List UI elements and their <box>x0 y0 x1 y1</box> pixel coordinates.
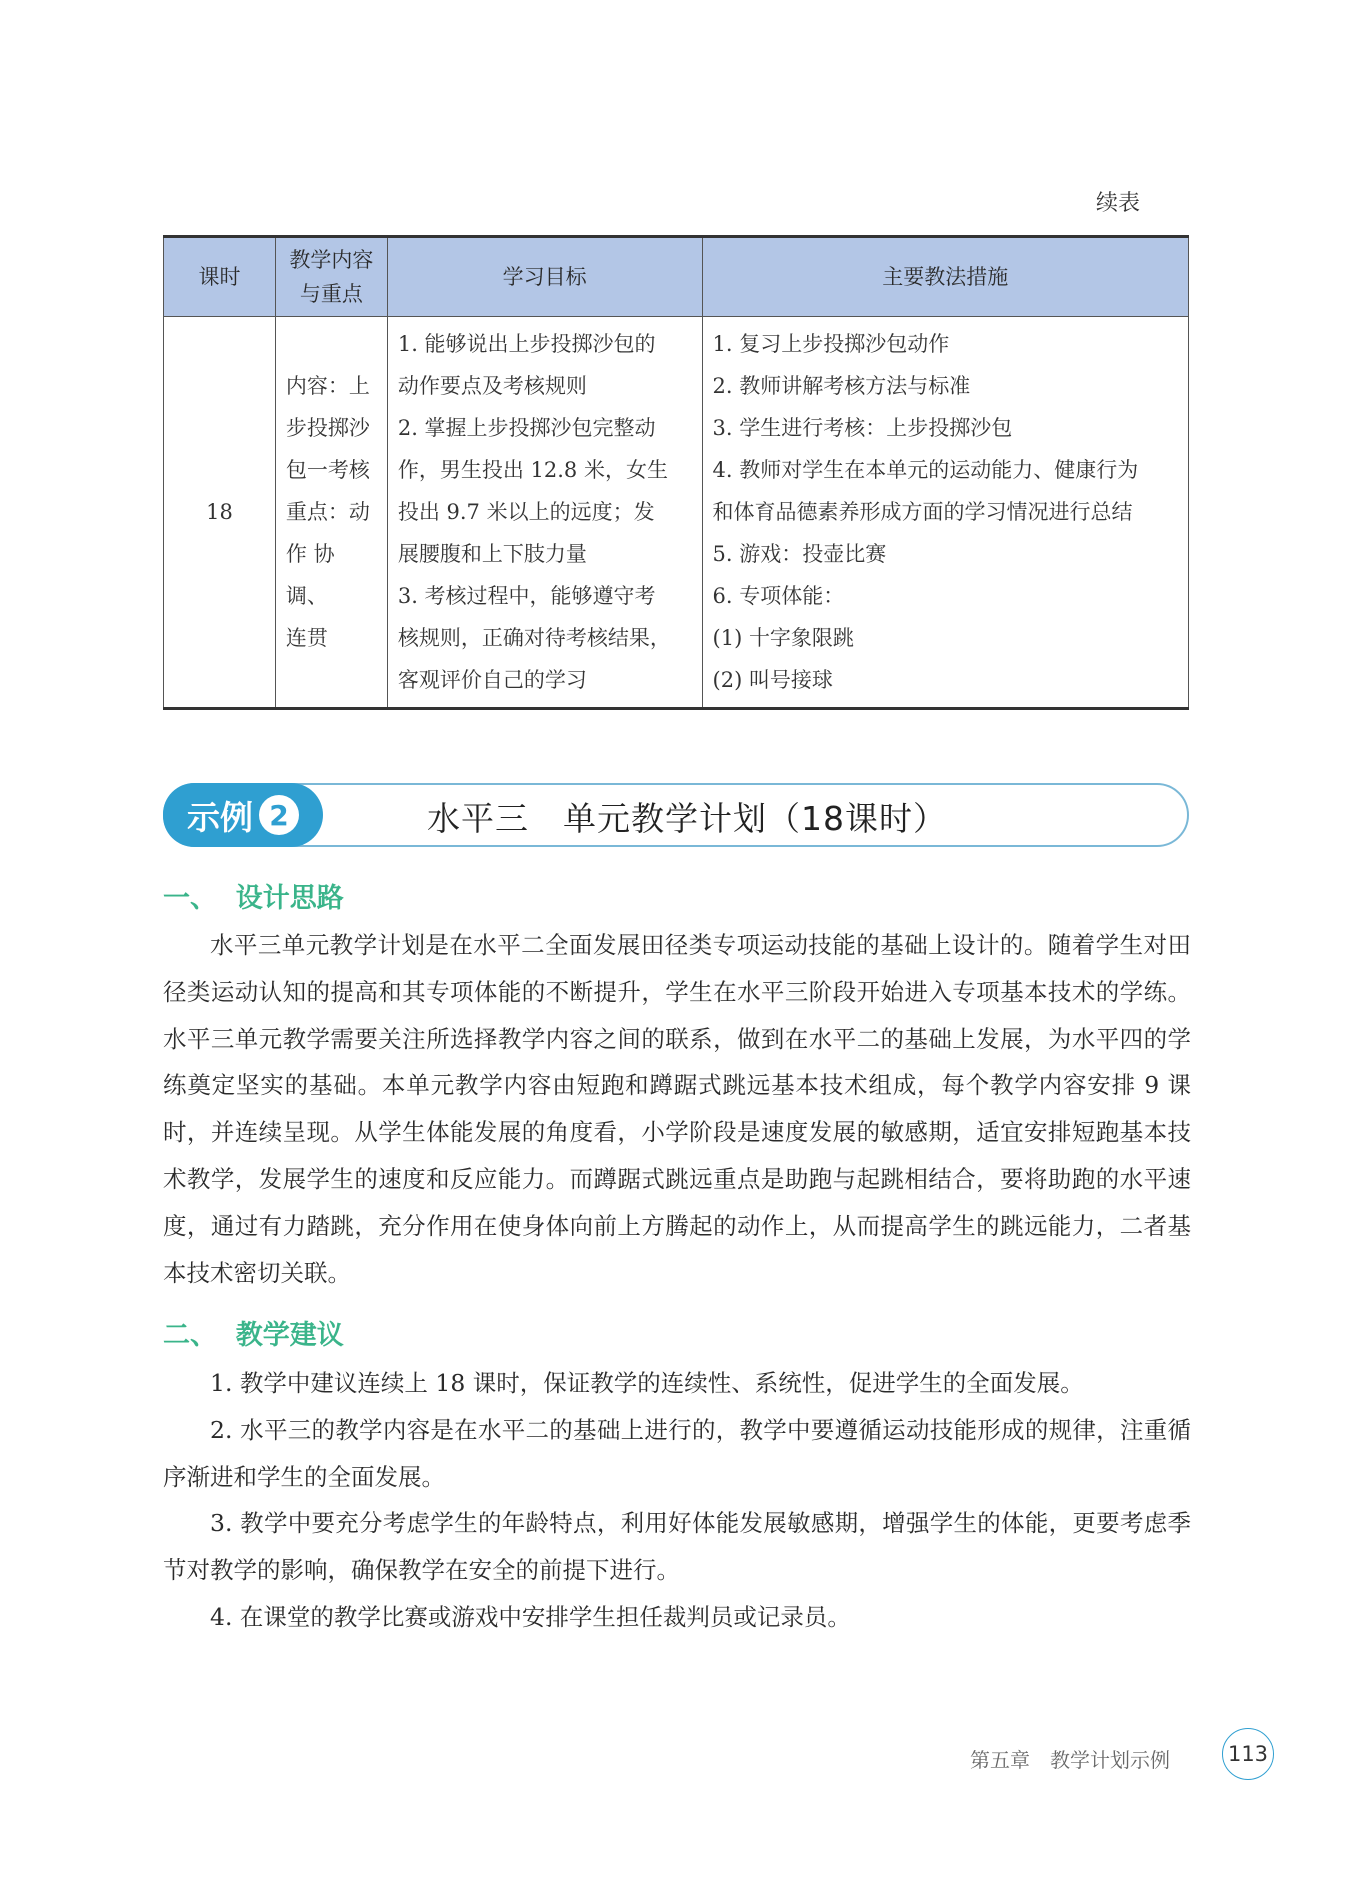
example-title: 水平三 单元教学计划（18课时） <box>427 799 947 838</box>
method-line: 5. 游戏：投壶比赛 <box>712 542 887 566</box>
header-goals: 学习目标 <box>387 237 702 317</box>
content-line: 步投掷沙 <box>285 416 370 440</box>
suggestion-list <box>163 1360 1191 1641</box>
cell-methods <box>702 317 1188 709</box>
suggestion-item: 2. 水平三的教学内容是在水平二的基础上进行的，教学中要遵循运动技能形成的规律，注重循序渐进和学生的全面发展。 <box>163 1415 1191 1491</box>
goal-line: 客观评价自己的学习 <box>397 668 587 692</box>
goal-line: 核规则，正确对待考核结果， <box>397 626 671 650</box>
header-content-line: 教学内容 <box>289 248 374 272</box>
content-line: 重点：动 <box>285 500 370 524</box>
content-line: 包一考核 <box>285 458 370 482</box>
goal-line: 投出 9.7 米以上的远度；发 <box>397 500 655 524</box>
goal-line: 展腰腹和上下肢力量 <box>397 542 587 566</box>
section-heading-design: 一、 设计思路 <box>163 883 344 914</box>
goal-line: 3. 考核过程中，能够遵守考 <box>397 584 656 608</box>
lesson-plan-table <box>163 235 1189 710</box>
content-line: 内容：上 <box>285 374 370 398</box>
page-number: 113 <box>1222 1728 1274 1780</box>
example-badge <box>163 783 323 847</box>
header-methods: 主要教法措施 <box>702 237 1188 317</box>
method-line: (1) 十字象限跳 <box>712 626 854 650</box>
cell-content <box>275 317 387 709</box>
header-content-line: 与重点 <box>299 282 363 306</box>
continued-label: 续表 <box>1096 191 1141 216</box>
content-line: 连贯 <box>285 626 328 650</box>
table-header-row <box>164 237 1189 317</box>
cell-goals <box>387 317 702 709</box>
method-line: 6. 专项体能： <box>712 584 845 608</box>
example-badge-label: 示例 <box>187 797 253 837</box>
footer-chapter-title: 第五章 教学计划示例 <box>970 1748 1170 1772</box>
method-line: 1. 复习上步投掷沙包动作 <box>712 332 950 356</box>
suggestion-item: 3. 教学中要充分考虑学生的年龄特点，利用好体能发展敏感期，增强学生的体能，更要考虑季节对教学的影响，确保教学在安全的前提下进行。 <box>163 1509 1191 1585</box>
header-lesson: 课时 <box>164 237 276 317</box>
method-line: (2) 叫号接球 <box>712 668 833 692</box>
method-line: 4. 教师对学生在本单元的运动能力、健康行为 <box>712 458 1139 482</box>
design-paragraph: 水平三单元教学计划是在水平二全面发展田径类专项运动技能的基础上设计的。随着学生对田径类运动认知的提高和其专项体能的不断提升，学生在水平三阶段开始进入专项基本技术的学练。水平三单元教学需要关注所选择教学内容之间的联系，做到在水平二的基础上发展，为水平四的学练奠定坚实的基础。本单元教学内容由短跑和蹲踞式跳远基本技术组成，每个教学内容安排 9 课时，并连续呈现。从学生体能发展的角度看，小学阶段是速度发展的敏感期，适宜安排短跑基本技术教学，发展学生的速度和反应能力。而蹲踞式跳远重点是助跑与起跳相结合，要将助跑的水平速度，通过有力踏跳，充分作用在使身体向前上方腾起的动作上，从而提高学生的跳远能力，二者基本技术密切关联。 <box>163 931 1191 1287</box>
example-banner <box>163 783 1189 847</box>
cell-lesson-number: 18 <box>164 317 276 709</box>
method-line: 2. 教师讲解考核方法与标准 <box>712 374 971 398</box>
goal-line: 1. 能够说出上步投掷沙包的 <box>397 332 656 356</box>
goal-line: 2. 掌握上步投掷沙包完整动 <box>397 416 656 440</box>
content-line: 作 协 调、 <box>285 542 335 608</box>
table-row <box>164 317 1189 709</box>
goal-line: 动作要点及考核规则 <box>397 374 587 398</box>
suggestion-item: 4. 在课堂的教学比赛或游戏中安排学生担任裁判员或记录员。 <box>210 1602 851 1631</box>
goal-line: 作，男生投出 12.8 米，女生 <box>397 458 668 482</box>
section-heading-suggestions: 二、 教学建议 <box>163 1320 344 1351</box>
example-badge-number: 2 <box>259 795 299 835</box>
method-line: 和体育品德素养形成方面的学习情况进行总结 <box>712 500 1133 524</box>
suggestion-item: 1. 教学中建议连续上 18 课时，保证教学的连续性、系统性，促进学生的全面发展。 <box>210 1369 1084 1397</box>
header-content <box>275 237 387 317</box>
method-line: 3. 学生进行考核：上步投掷沙包 <box>712 416 1013 440</box>
